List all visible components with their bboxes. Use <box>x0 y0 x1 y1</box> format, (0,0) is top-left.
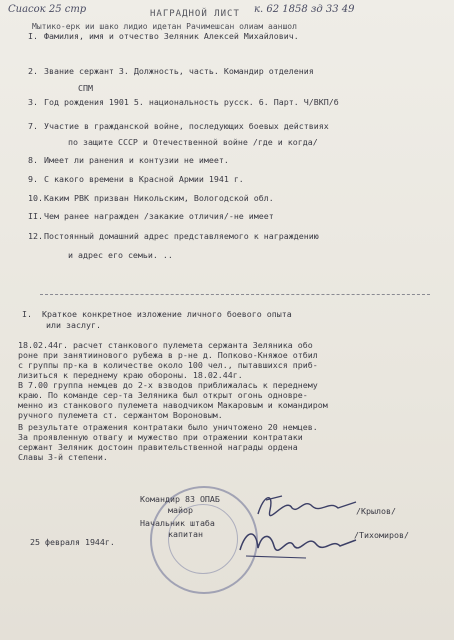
commander-rank: майор <box>168 505 193 515</box>
question-3: 3. Год рождения 1901 5. национальность русск. 6. Парт. Ч/ВКП/б <box>28 97 339 107</box>
commander-name: /Крылов/ <box>356 506 396 516</box>
body-line: менно из станкового пулемета наводчиком Макаровым и командиром <box>18 400 328 410</box>
question-7: 7. Участие в гражданской войне, последующих боевых действиях <box>28 121 329 131</box>
question-8: 8. Имеет ли ранения и контузии не имеет. <box>28 155 229 165</box>
body-line: роне при занятиинового рубежа в р-не д. Попково-Княжое отбил <box>18 350 318 360</box>
question-10: 10.Каким РВК призван Никольским, Вологодской обл. <box>28 193 274 203</box>
body-line: краю. По команде сер-та Зеляника был открыт огонь одновре- <box>18 390 308 400</box>
document-subtitle: Мытико-ерк ии шако лидио идетан Рачимешсан олиам ааншол <box>32 22 297 31</box>
question-12-continuation: и адрес его семьи. .. <box>68 250 173 260</box>
chief-of-staff-name: /Тихомиров/ <box>354 530 409 540</box>
document-title: НАГРАДНОЙ ЛИСТ <box>150 9 240 19</box>
commander-signature <box>252 488 362 522</box>
question-2: 2. Звание сержант 3. Должность, часть. Командир отделения <box>28 66 314 76</box>
question-7-continuation: по защите СССР и Отечественной войне /где и когда/ <box>68 137 318 147</box>
body-line: сержант Зеляник достоин правительственной награды ордена <box>18 442 298 452</box>
body-line: В результате отражения контратаки было уничтожено 20 немцев. <box>18 422 318 432</box>
document-date: 25 февраля 1944г. <box>30 537 115 547</box>
question-11: II.Чем ранее награжден /закакие отличия/-не имеет <box>28 211 274 221</box>
chief-of-staff-label: Начальник штаба <box>140 518 215 528</box>
section-heading: I. Краткое конкретное изложение личного боевого опыта <box>22 309 292 319</box>
body-line: За проявленную отвагу и мужество при отражении контратаки <box>18 432 303 442</box>
body-line: с группы пр-ка в количестве около 100 чел., пытавшихся приб- <box>18 360 318 370</box>
body-line: ручного пулемета ст. сержантом Вороновым. <box>18 410 223 420</box>
question-1: I. Фамилия, имя и отчество Зеляник Алексей Михайлович. <box>28 31 299 41</box>
section-divider <box>40 294 430 295</box>
body-line: лизиться к переднему краю обороны. 18.02.44г. <box>18 370 243 380</box>
commander-label: Командир 83 ОПАБ <box>140 494 220 504</box>
body-line: Славы 3-й степени. <box>18 452 108 462</box>
handwritten-archive-note: Сиасок 25 стр <box>8 4 87 15</box>
question-9: 9. С какого времени в Красной Армии 1941 г. <box>28 174 244 184</box>
handwritten-registry-number: к. 62 1858 зд 33 49 <box>254 4 355 15</box>
question-12: 12.Постоянный домашний адрес представляемого к награждению <box>28 231 319 241</box>
chief-of-staff-rank: капитан <box>168 529 203 539</box>
body-line: В 7.00 группа немцев до 2-х взводов приближалась к переднему <box>18 380 318 390</box>
chief-of-staff-signature <box>236 520 362 562</box>
question-2-continuation: СПМ <box>78 83 93 93</box>
body-line: 18.02.44г. расчет станкового пулемета сержанта Зеляника обо <box>18 340 313 350</box>
section-heading-continuation: или заслуг. <box>46 320 101 330</box>
